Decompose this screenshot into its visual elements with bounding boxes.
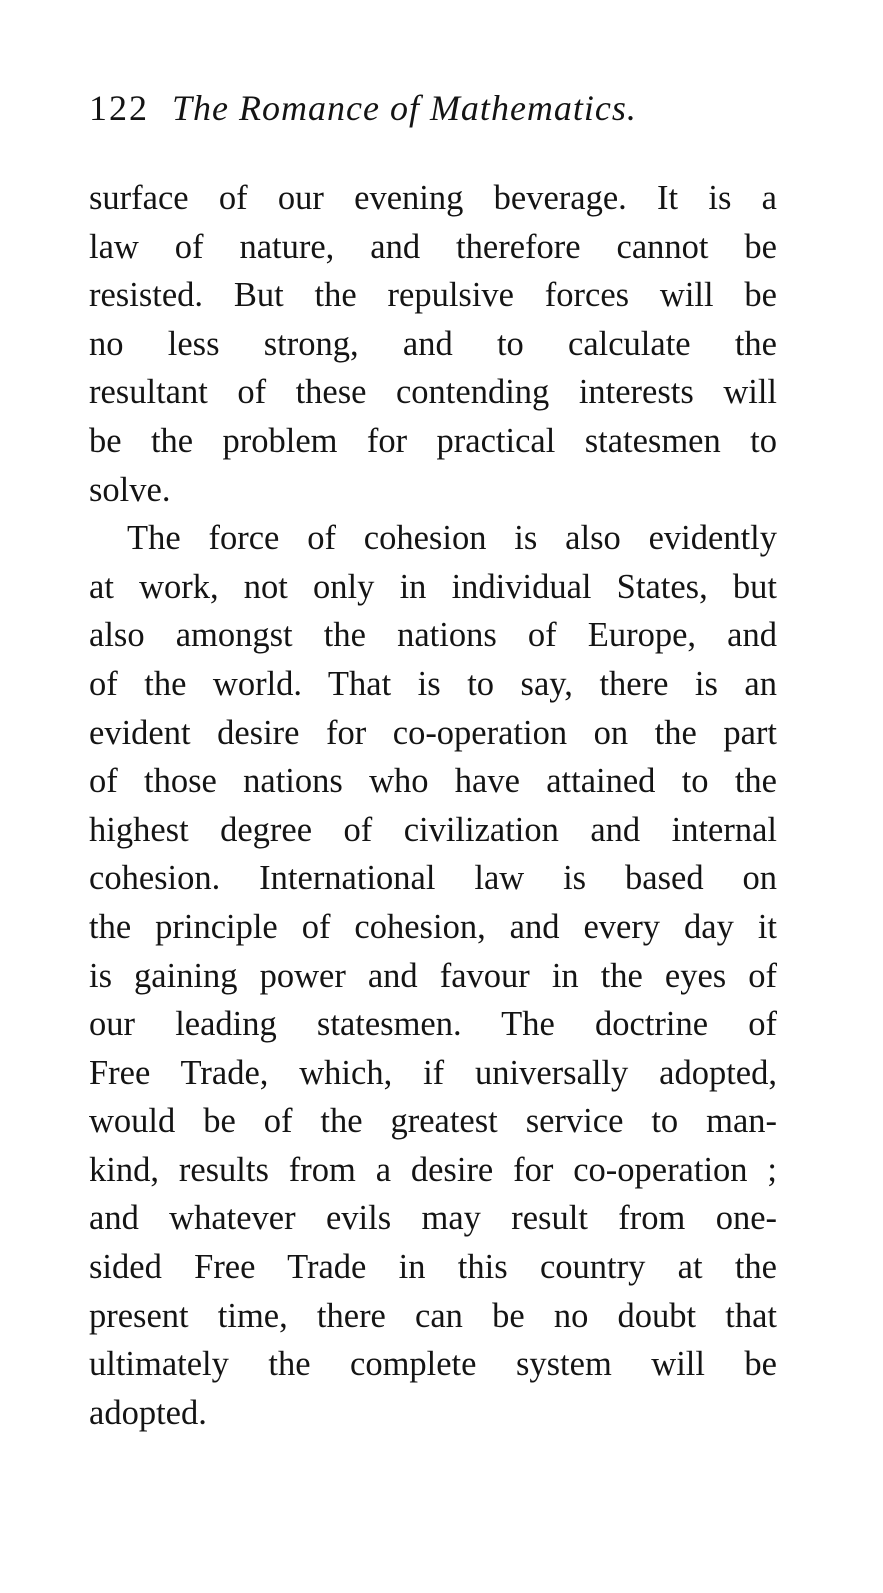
text-line: resultant of these contending interests will [89,373,777,412]
text-line: and whatever evils may result from one- [89,1199,777,1238]
text-line: evident desire for co-operation on the part [89,713,777,752]
body-text [89,174,777,1437]
text-line: our leading statesmen. The doctrine of [89,1005,777,1044]
text-line: solve. [89,470,171,509]
text-line: of the world. That is to say, there is an [89,664,777,703]
running-head [89,80,789,136]
text-line: highest degree of civilization and internal [89,810,777,849]
text-line: would be of the greatest service to man- [89,1102,777,1141]
text-line: adopted. [89,1393,207,1432]
text-line: of those nations who have attained to the [89,762,777,801]
text-line: The force of cohesion is also evidently [127,519,777,558]
text-line: resisted. But the repulsive forces will be [89,276,777,315]
text-line: kind, results from a desire for co-operation ; [89,1150,777,1189]
text-line: no less strong, and to calculate the [89,324,777,363]
paragraph-1 [89,174,777,514]
book-title: The Romance of Mathematics. [172,88,637,128]
text-line: is gaining power and favour in the eyes of [89,956,777,995]
page-number: 122 [89,88,149,128]
text-line: be the problem for practical statesmen to [89,421,777,460]
text-line: cohesion. International law is based on [89,859,777,898]
text-line: law of nature, and therefore cannot be [89,227,777,266]
text-line: at work, not only in individual States, but [89,567,777,606]
paragraph-2 [89,514,777,1437]
text-line: surface of our evening beverage. It is a [89,179,777,217]
text-line: also amongst the nations of Europe, and [89,616,777,655]
text-line: present time, there can be no doubt that [89,1296,777,1335]
text-line: the principle of cohesion, and every day it [89,907,777,946]
text-line: sided Free Trade in this country at the [89,1248,777,1287]
text-line: Free Trade, which, if universally adopted, [89,1053,777,1092]
text-line: ultimately the complete system will be [89,1345,777,1384]
